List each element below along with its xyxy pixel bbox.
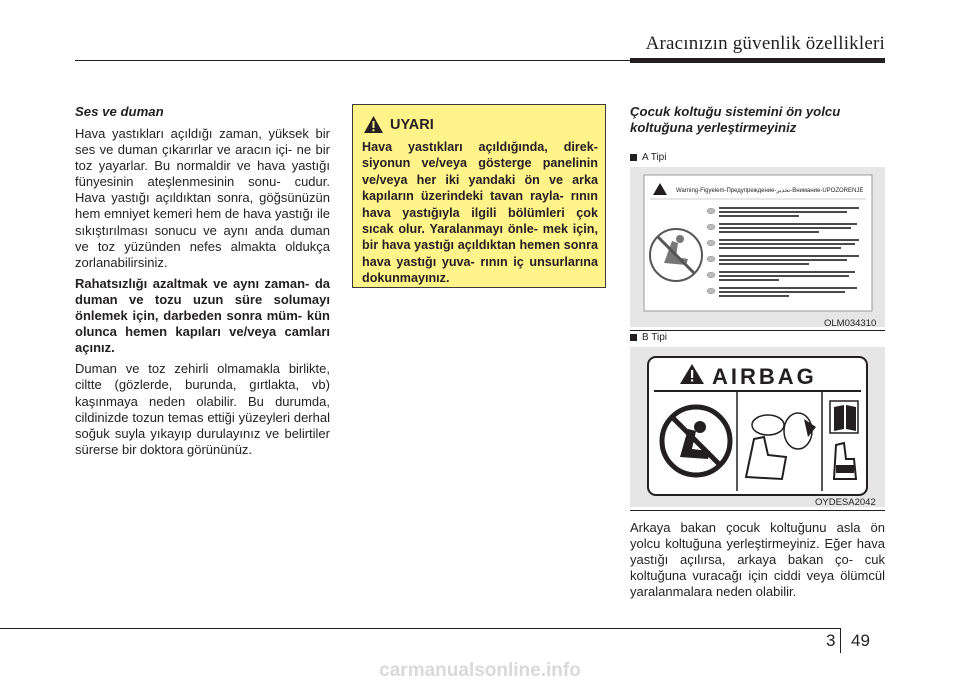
figure-b-code: OYDESA2042 [815,497,876,508]
section-heading-child-seat: Çocuk koltuğu sistemini ön yolcu koltuğuna yerleştirmeyiniz [630,104,841,135]
warning-header [363,115,434,134]
warning-box [352,104,606,288]
chapter-number: 3 [826,631,836,650]
warning-title: UYARI [390,116,434,133]
paragraph-smoke-2: Duman ve toz zehirli olmamakla birlikte, ciltte (gözlerde, burunda, gırtlakta, vb) kaşınmaya neden olabilir. Bu durumda, cildinizde tozun temas ettiği yüzeyleri derhal soğuk suyla yıkayıp durulayınız ve belirtiler sürerse bir doktora görününüz. [75,361,330,457]
warning-triangle-icon [363,115,384,134]
paragraph-child-seat: Arkaya bakan çocuk koltuğunu asla ön yolcu koltuğuna yerleştirmeyiniz. Eğer hava yastığı açılırsa, arkaya bakan ço- cuk koltuğuna vuracağı için ciddi veya ölümcül yaralanmalara neden olabilir. [630,520,885,600]
type-a-label [630,152,666,163]
label-a-header-text: Warning-Figyelem-Предупреждение-تحذير-Внимание-UPOZORENJE [676,188,864,194]
header-rule-accent [630,58,885,63]
figure-a-code: OLM034310 [824,318,877,329]
bullet-square-icon [630,154,637,161]
figure-type-a [630,167,885,327]
airbag-word: AIRBAG [712,364,817,389]
footer-rule [0,628,840,629]
type-a-text: A Tipi [642,152,667,163]
airbag-warning-label-b-illustration [630,347,885,507]
warning-text: Hava yastıkları açıldığında, direk- siyonun ve/veya gösterge panelinin ve/veya her iki yandaki ön ve arka kapıların üzerindeki tavan rayla- rının hava yastığıyla ilgili bölümleri çok sıcak olur. Yaralanmayı önle- mek için, bir hava yastığı açıldıktan hemen sonra hava yastığı yuva- rının iç unsurlarına dokunmayınız. [362,140,598,286]
page-number: 49 [851,631,870,650]
paragraph-smoke-1: Hava yastıkları açıldığı zaman, yüksek bir ses ve duman çıkarırlar ve aracın içi- ne bir toz yayarlar. Bu normaldir ve hava yastığı fünyesinin ateşlenmesinin sonu- cudur. Hava yastığı açıldıktan sonra, göğsünüzün hem emniyet kemeri hem de hava yastığı ile sıkıştırılması sonucu ve aynı anda duman ve toz yüzünden nefes almakta oldukça zorlanabilirsiniz. [75,126,330,270]
bullet-square-icon [630,334,637,341]
airbag-warning-label-a-illustration [630,167,885,327]
figure-a-rule [630,330,885,331]
watermark: carmanualsonline.info [379,660,581,681]
type-b-label [630,332,667,343]
type-b-text: B Tipi [642,332,668,343]
page-number-divider [840,628,841,653]
running-header-title: Aracınızın güvenlik özellikleri [645,33,885,54]
section-heading-smoke: Ses ve duman [75,104,164,119]
left-column [75,104,330,463]
figure-b-rule [630,510,885,511]
figure-type-b [630,347,885,507]
paragraph-smoke-bold: Rahatsızlığı azaltmak ve aynı zaman- da duman ve tozu uzun süre solumayı önlemek için, darbeden sonra müm- kün olunca hemen kapıları ve/veya camları açınız. [75,275,330,356]
